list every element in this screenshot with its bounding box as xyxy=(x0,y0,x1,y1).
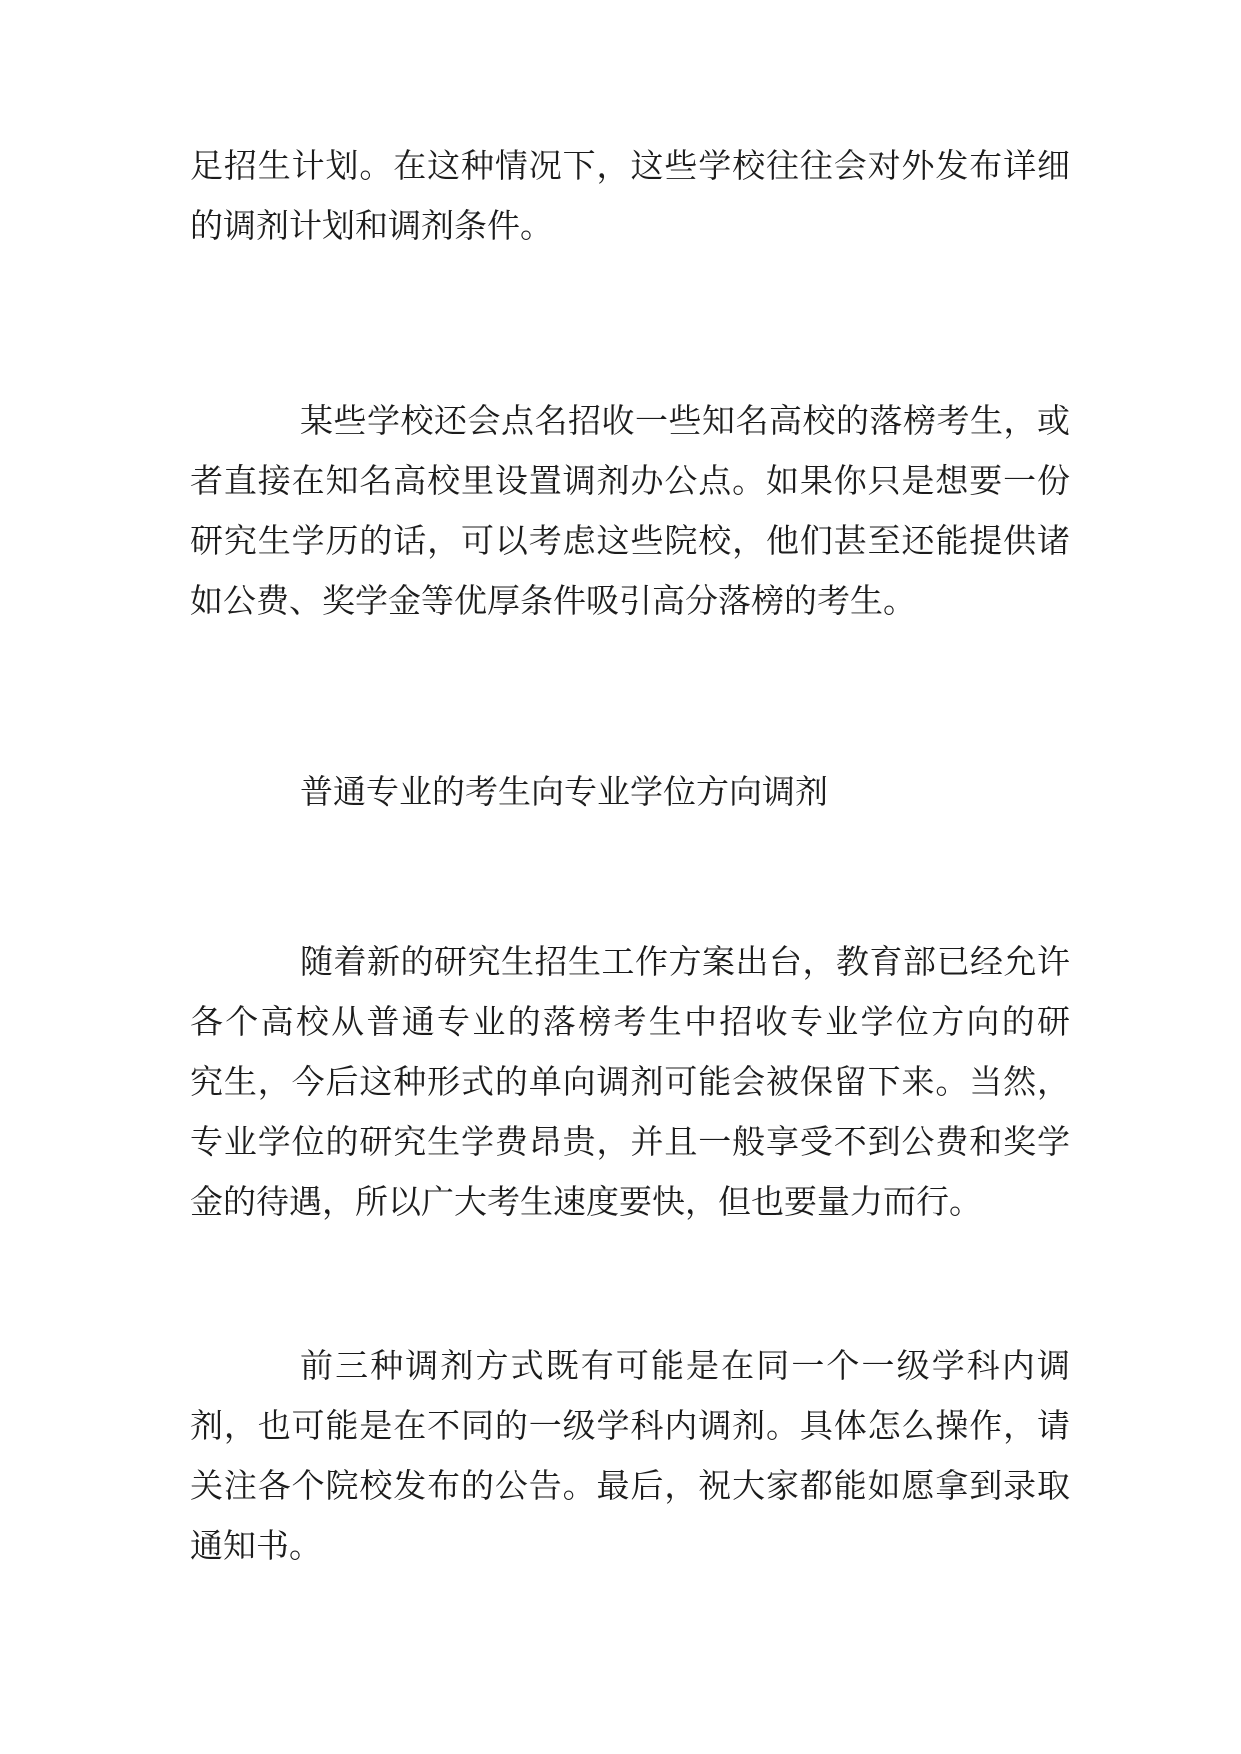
paragraph-3-line-3: 究生，今后这种形式的单向调剂可能会被保留下来。当然， xyxy=(190,1062,1070,1101)
paragraph-2-line-3: 研究生学历的话，可以考虑这些院校，他们甚至还能提供诸 xyxy=(190,521,1070,560)
paragraph-1-line-2: 的调剂计划和调剂条件。 xyxy=(190,206,553,245)
paragraph-3-line-1: 随着新的研究生招生工作方案出台，教育部已经允许 xyxy=(300,942,1070,981)
paragraph-2-line-1: 某些学校还会点名招收一些知名高校的落榜考生，或 xyxy=(300,401,1070,440)
paragraph-1-line-1: 足招生计划。在这种情况下，这些学校往往会对外发布详细 xyxy=(190,146,1070,185)
paragraph-4-line-1: 前三种调剂方式既有可能是在同一个一级学科内调 xyxy=(300,1346,1070,1385)
paragraph-4-line-4: 通知书。 xyxy=(190,1526,322,1565)
paragraph-2-line-4: 如公费、奖学金等优厚条件吸引高分落榜的考生。 xyxy=(190,581,916,620)
paragraph-4-line-3: 关注各个院校发布的公告。最后，祝大家都能如愿拿到录取 xyxy=(190,1466,1070,1505)
paragraph-3-line-4: 专业学位的研究生学费昂贵，并且一般享受不到公费和奖学 xyxy=(190,1122,1070,1161)
paragraph-4-line-2: 剂，也可能是在不同的一级学科内调剂。具体怎么操作，请 xyxy=(190,1406,1070,1445)
paragraph-3-line-5: 金的待遇，所以广大考生速度要快，但也要量力而行。 xyxy=(190,1182,982,1221)
paragraph-2-line-2: 者直接在知名高校里设置调剂办公点。如果你只是想要一份 xyxy=(190,461,1070,500)
paragraph-3-line-2: 各个高校从普通专业的落榜考生中招收专业学位方向的研 xyxy=(190,1002,1070,1041)
section-heading: 普通专业的考生向专业学位方向调剂 xyxy=(300,772,828,811)
